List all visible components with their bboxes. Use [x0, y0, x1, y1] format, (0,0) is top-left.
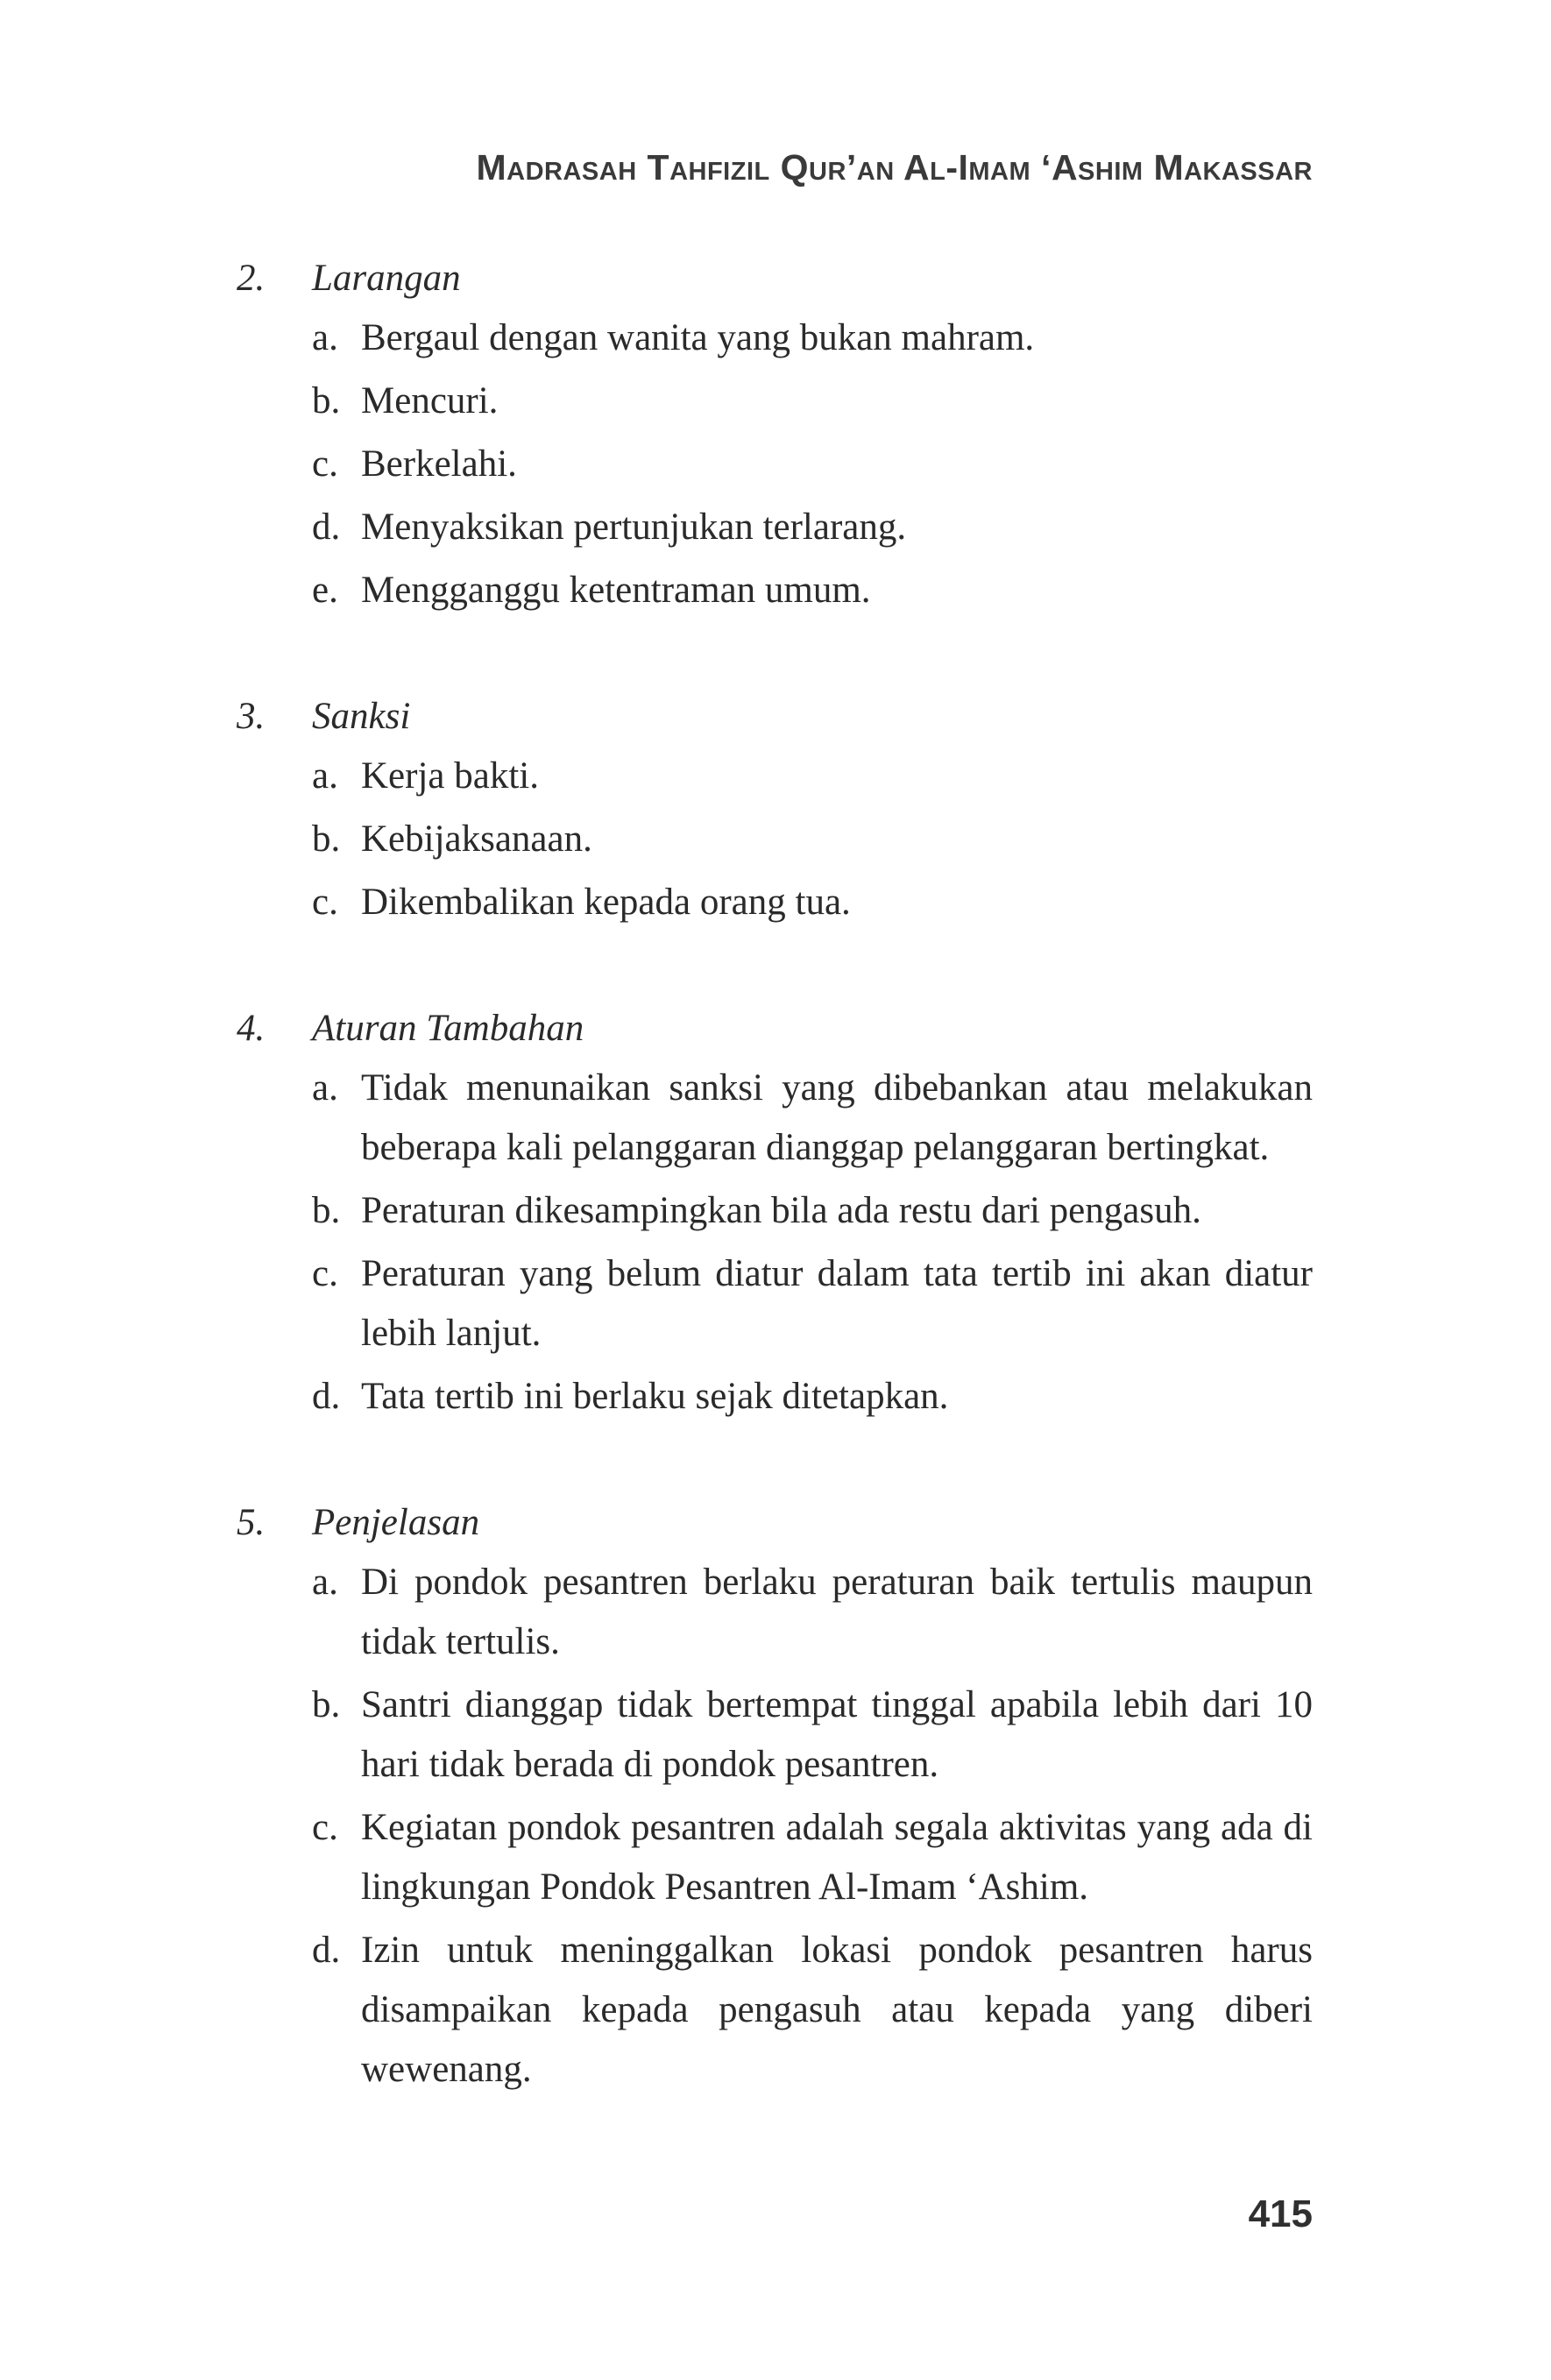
section-heading [237, 249, 1313, 308]
item-letter: e. [312, 570, 338, 611]
page-body [237, 249, 1313, 2166]
item-text: Peraturan dikesampingkan bila ada restu dari pengasuh. [361, 1190, 1201, 1231]
section-items [237, 1059, 1313, 1427]
item-text: Peraturan yang belum diatur dalam tata tertib ini akan diatur lebih lanjut. [361, 1253, 1313, 1354]
item-letter: a. [312, 1562, 338, 1603]
section-items [237, 308, 1313, 620]
section-title: Penjelasan [312, 1502, 480, 1543]
list-item [312, 1059, 1313, 1178]
list-item [312, 873, 1313, 932]
item-text: Mencuri. [361, 380, 499, 421]
item-letter: d. [312, 506, 341, 548]
list-item [312, 747, 1313, 806]
list-item [312, 435, 1313, 494]
page-number: 415 [1248, 2192, 1313, 2235]
item-text: Tata tertib ini berlaku sejak ditetapkan. [361, 1376, 949, 1417]
item-letter: c. [312, 1807, 338, 1848]
section-number: 2. [237, 258, 266, 299]
item-text: Dikembalikan kepada orang tua. [361, 882, 851, 923]
section-items [237, 1553, 1313, 2100]
list-item [312, 1181, 1313, 1241]
list-item [312, 1553, 1313, 1672]
running-head-title: Madrasah Tahfizil Qur’an Al-Imam ‘Ashim Makassar [476, 147, 1313, 188]
section-number: 5. [237, 1502, 266, 1543]
item-text: Kerja bakti. [361, 755, 539, 797]
item-letter: a. [312, 1067, 338, 1109]
list-item [312, 372, 1313, 431]
item-text: Izin untuk meninggalkan lokasi pondok pesantren harus disampaikan kepada pengasuh atau kepada yang diberi wewenang. [361, 1930, 1313, 2090]
list-item [312, 308, 1313, 368]
section-items [237, 747, 1313, 932]
section-heading [237, 999, 1313, 1059]
section-number: 4. [237, 1008, 266, 1049]
item-letter: c. [312, 1253, 338, 1294]
item-letter: d. [312, 1376, 341, 1417]
item-letter: c. [312, 882, 338, 923]
item-letter: a. [312, 755, 338, 797]
item-text: Santri dianggap tidak bertempat tinggal apabila lebih dari 10 hari tidak berada di pondok pesantren. [361, 1684, 1313, 1785]
item-text: Berkelahi. [361, 443, 517, 485]
item-letter: a. [312, 317, 338, 358]
section-heading [237, 687, 1313, 747]
list-item [312, 1675, 1313, 1795]
section-title: Larangan [312, 258, 461, 299]
list-item [312, 1367, 1313, 1427]
section-number: 3. [237, 696, 266, 737]
item-text: Menyaksikan pertunjukan terlarang. [361, 506, 907, 548]
item-letter: d. [312, 1930, 341, 1971]
item-letter: b. [312, 818, 341, 860]
list-item [312, 810, 1313, 869]
section-heading [237, 1493, 1313, 1553]
item-text: Tidak menunaikan sanksi yang dibebankan atau melakukan beberapa kali pelanggaran dianggap pelanggaran bertingkat. [361, 1067, 1313, 1168]
section-title: Aturan Tambahan [312, 1008, 584, 1049]
item-letter: b. [312, 380, 341, 421]
item-text: Mengganggu ketentraman umum. [361, 570, 871, 611]
list-item [312, 1798, 1313, 1917]
item-letter: b. [312, 1190, 341, 1231]
item-text: Kebijaksanaan. [361, 818, 592, 860]
item-letter: c. [312, 443, 338, 485]
section-sanksi [237, 687, 1313, 932]
item-text: Bergaul dengan wanita yang bukan mahram. [361, 317, 1035, 358]
item-text: Di pondok pesantren berlaku peraturan baik tertulis maupun tidak tertulis. [361, 1562, 1313, 1662]
list-item [312, 561, 1313, 620]
item-text: Kegiatan pondok pesantren adalah segala aktivitas yang ada di lingkungan Pondok Pesantren Al-Imam ‘Ashim. [361, 1807, 1313, 1908]
list-item [312, 498, 1313, 557]
item-letter: b. [312, 1684, 341, 1725]
section-penjelasan [237, 1493, 1313, 2100]
section-title: Sanksi [312, 696, 411, 737]
section-aturan-tambahan [237, 999, 1313, 1427]
section-larangan [237, 249, 1313, 620]
list-item [312, 1244, 1313, 1364]
list-item [312, 1921, 1313, 2100]
